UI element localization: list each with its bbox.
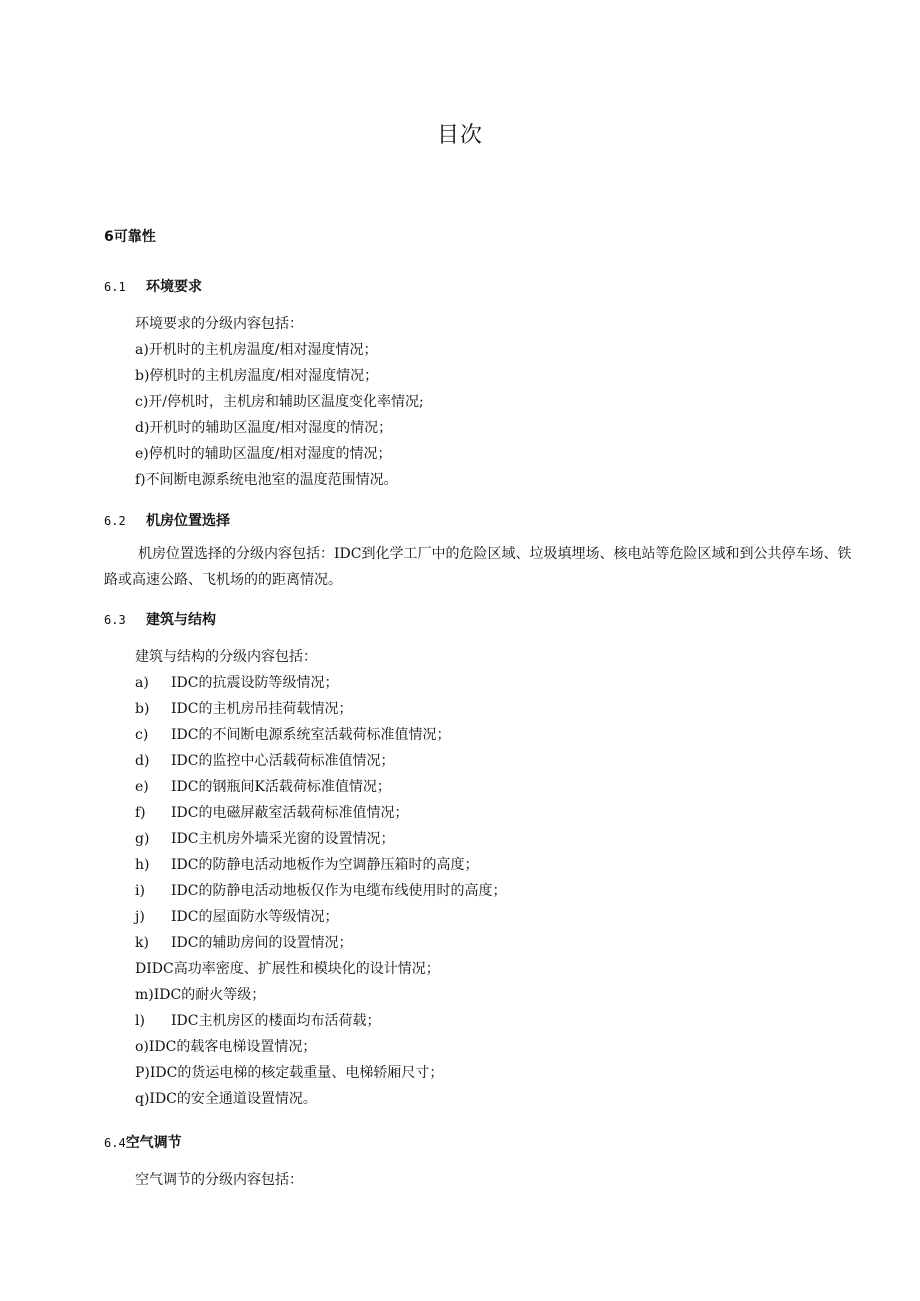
list-item [135, 982, 506, 1008]
item-label: f) [135, 805, 146, 821]
list-item [135, 1034, 506, 1060]
item-text: IDC的防静电活动地板作为空调静压箱时的高度； [171, 857, 479, 873]
item-label: i) [135, 883, 145, 899]
item-label: j) [135, 909, 145, 925]
item-label: e) [135, 779, 149, 795]
section-intro: 建筑与结构的分级内容包括： [135, 649, 317, 665]
item-label: b) [135, 701, 150, 717]
list-item: a)开机时的主机房温度/相对湿度情况； [135, 342, 378, 358]
section-6-1-heading [104, 276, 202, 296]
list-item [135, 826, 506, 852]
section-number: 6.2 [104, 514, 126, 528]
list-item [135, 1086, 506, 1112]
item-text: IDC主机房区的楼面均布活荷载； [171, 1013, 381, 1029]
section-title: 机房位置选择 [146, 513, 230, 529]
item-text: IDC的抗震设防等级情况； [171, 675, 339, 691]
list-item: b)停机时的主机房温度/相对湿度情况； [135, 368, 379, 384]
list-item [135, 670, 506, 696]
list-item: c)开/停机时，主机房和辅助区温度变化率情况; [135, 394, 424, 410]
chapter-heading: 6可靠性 [104, 229, 156, 245]
section-6-4-heading [104, 1132, 182, 1152]
item-label: h) [135, 857, 150, 873]
list-item [135, 878, 506, 904]
section-6-4-body [135, 1167, 303, 1193]
item-label: k) [135, 935, 149, 951]
item-text: P)IDC的货运电梯的核定载重量、电梯轿厢尺寸； [135, 1065, 444, 1081]
item-text: DIDC高功率密度、扩展性和模块化的设计情况； [135, 961, 440, 977]
item-text: IDC主机房外墙采光窗的设置情况； [171, 831, 395, 847]
section-intro: 环境要求的分级内容包括： [135, 316, 303, 332]
item-text: IDC的不间断电源系统室活载荷标准值情况； [171, 727, 451, 743]
list-item: f)不间断电源系统电池室的温度范围情况。 [135, 472, 398, 488]
item-label: a) [135, 675, 149, 691]
list-item: e)停机时的辅助区温度/相对湿度的情况； [135, 446, 392, 462]
item-label: d) [135, 753, 150, 769]
item-label: l) [135, 1013, 145, 1029]
list-item [135, 696, 506, 722]
page-title: 目次 [436, 123, 483, 148]
list-item: d)开机时的辅助区温度/相对湿度的情况； [135, 420, 393, 436]
section-title: 空气调节 [125, 1135, 182, 1151]
section-6-2-heading [104, 510, 230, 530]
section-title: 建筑与结构 [146, 612, 216, 628]
list-item [135, 1008, 506, 1034]
list-item [135, 956, 506, 982]
item-text: q)IDC的安全通道设置情况。 [135, 1091, 317, 1107]
list-item [135, 1060, 506, 1086]
item-text: IDC的防静电活动地板仅作为电缆布线使用时的高度； [171, 883, 507, 899]
item-label: g) [135, 831, 150, 847]
section-number: 6.3 [104, 613, 126, 627]
section-6-1-body [135, 311, 424, 493]
list-item [135, 930, 506, 956]
section-6-3-body [135, 644, 506, 1112]
section-title: 环境要求 [146, 279, 202, 295]
item-label: c) [135, 727, 149, 743]
list-item [135, 748, 506, 774]
item-text: IDC的屋面防水等级情况； [171, 909, 339, 925]
item-text: IDC的监控中心活载荷标准值情况； [171, 753, 395, 769]
section-number: 6.4 [104, 1136, 126, 1150]
list-item [135, 800, 506, 826]
section-intro: 空气调节的分级内容包括： [135, 1172, 303, 1188]
section-6-2-paragraph: 机房位置选择的分级内容包括：IDC到化学工厂中的危险区域、垃圾填埋场、核电站等危险区域和到公共停车场、铁路或高速公路、飞机场的的距离情况。 [104, 546, 852, 588]
list-item [135, 722, 506, 748]
list-item [135, 904, 506, 930]
list-item [135, 852, 506, 878]
item-text: m)IDC的耐火等级； [135, 987, 266, 1003]
item-text: IDC的主机房吊挂荷载情况； [171, 701, 353, 717]
item-text: IDC的电磁屏蔽室活载荷标准值情况； [171, 805, 409, 821]
section-number: 6.1 [104, 280, 126, 294]
item-text: IDC的辅助房间的设置情况； [171, 935, 353, 951]
section-6-3-heading [104, 609, 216, 629]
item-text: IDC的钢瓶间K活载荷标准值情况； [171, 779, 391, 795]
item-text: o)IDC的载客电梯设置情况； [135, 1039, 317, 1055]
list-item [135, 774, 506, 800]
